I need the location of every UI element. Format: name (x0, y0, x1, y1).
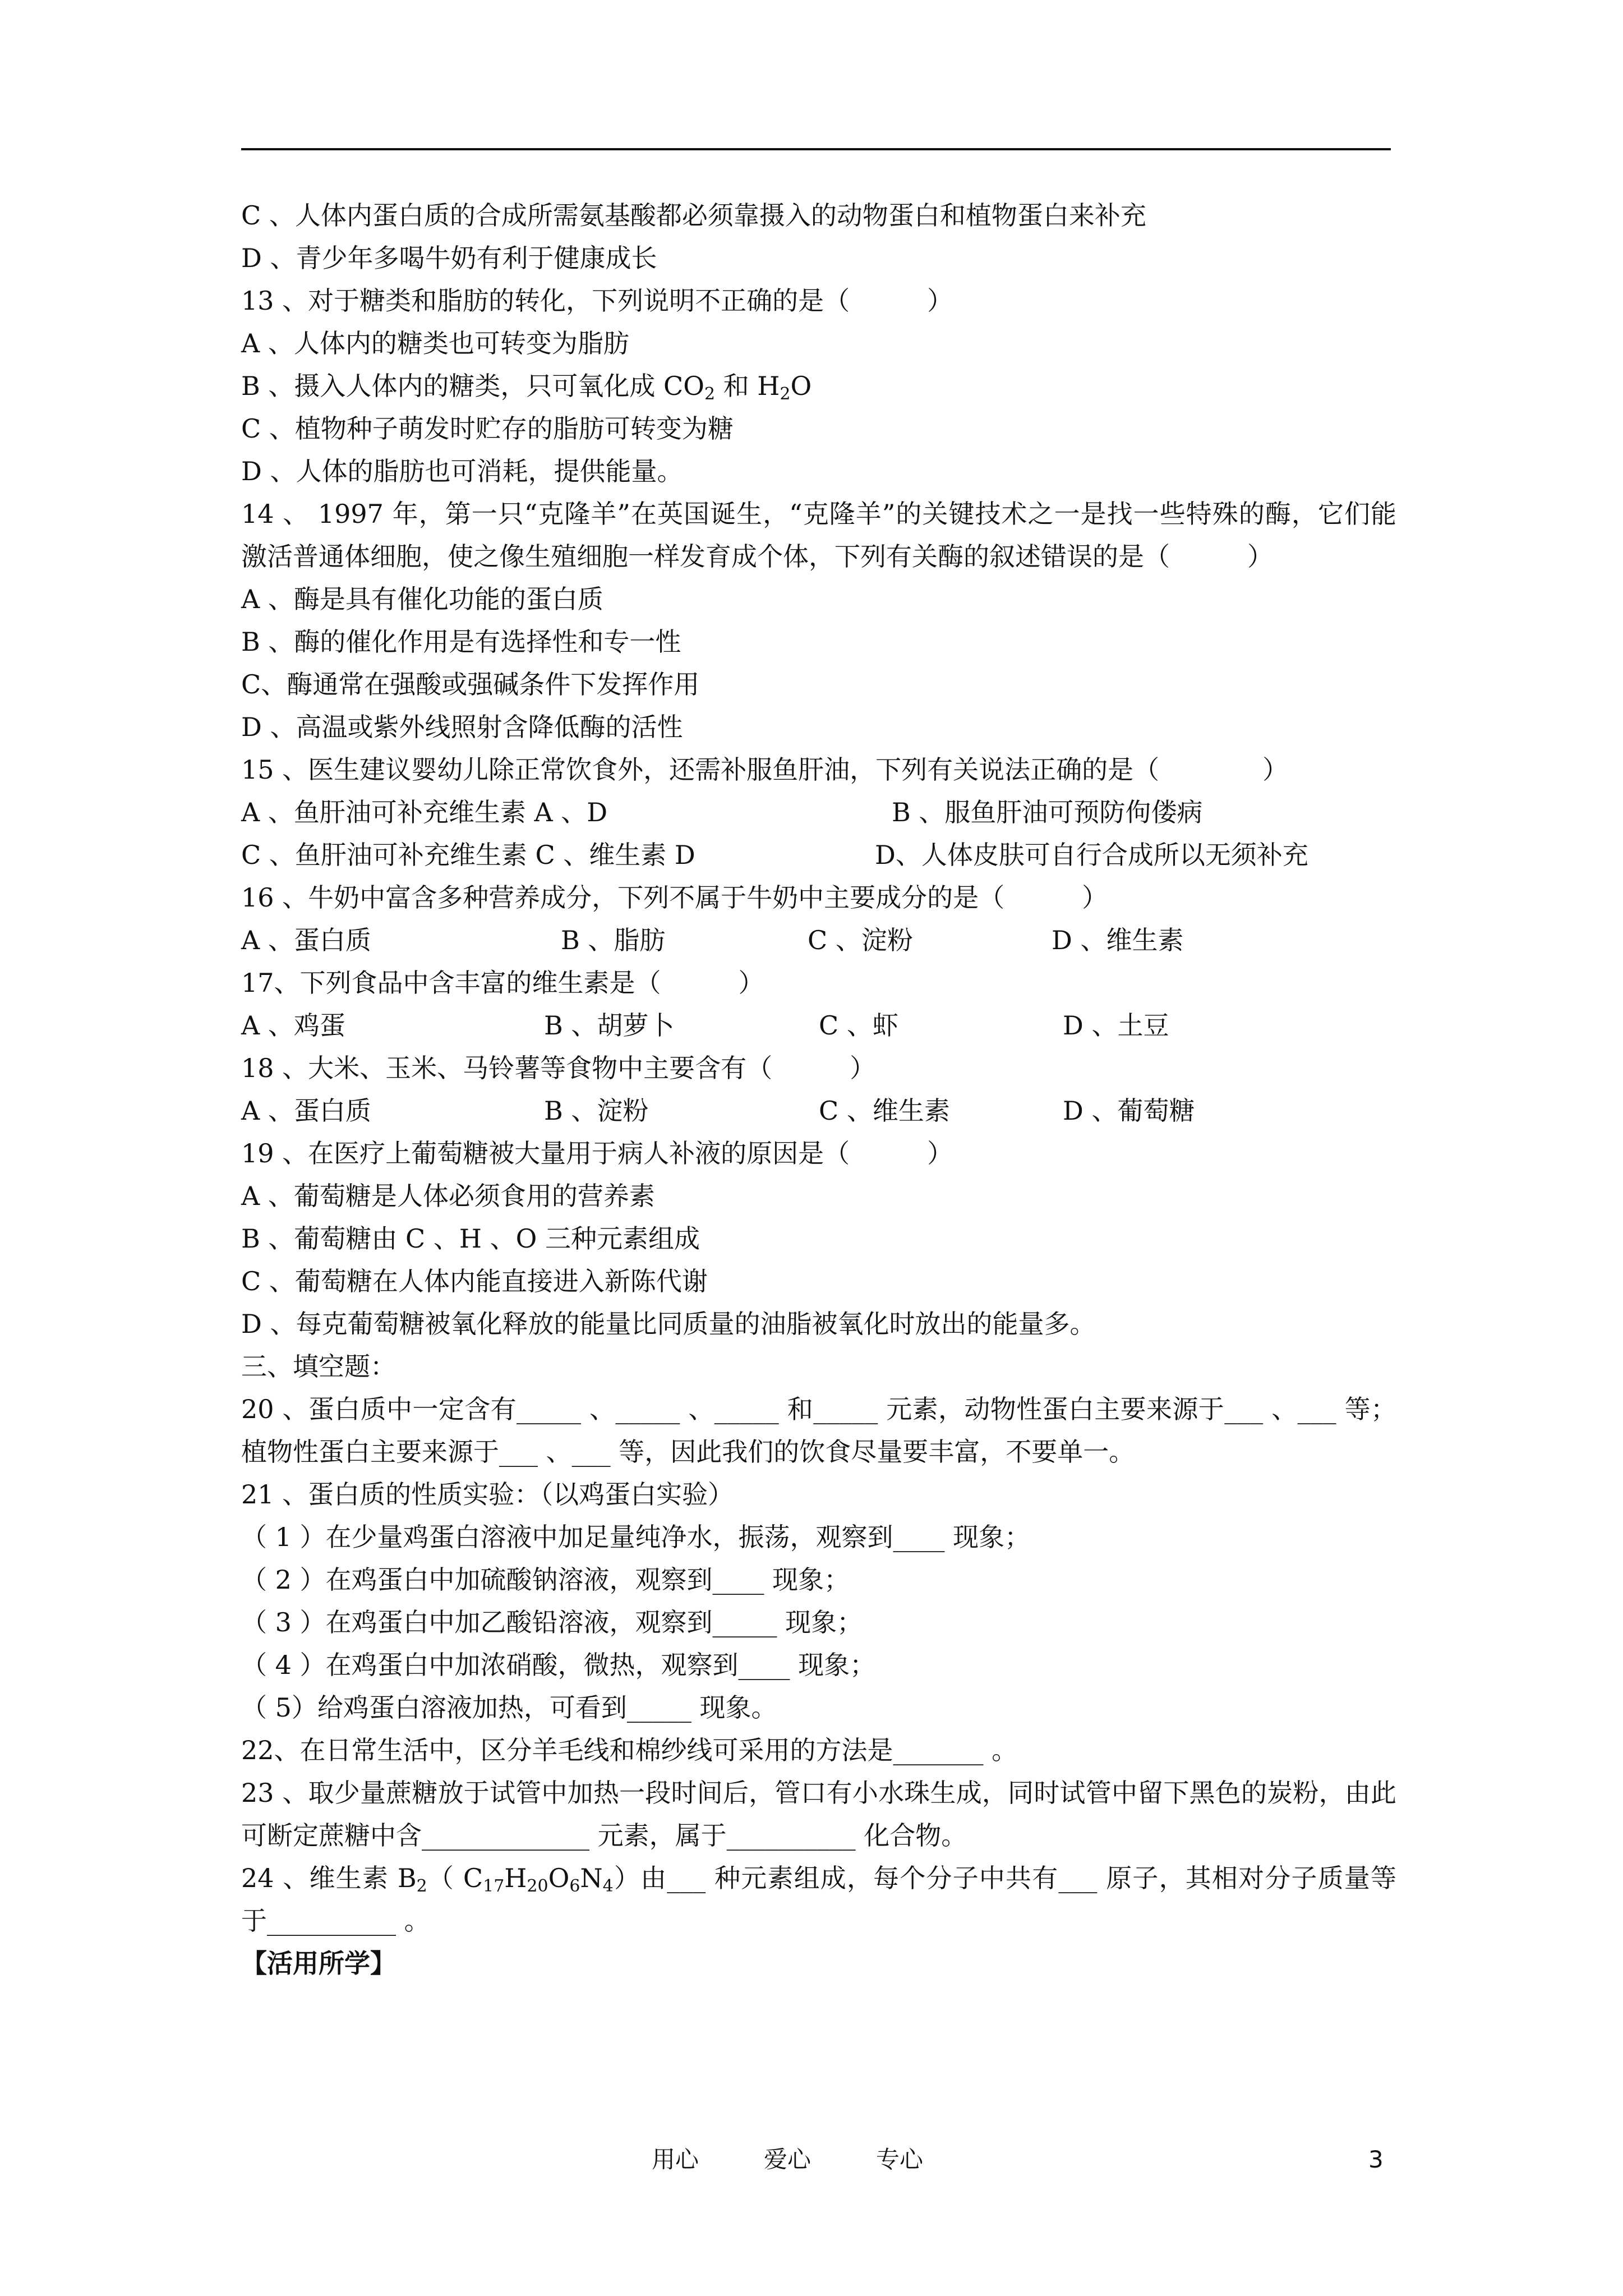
footer-word-2: 爱心 (764, 2146, 811, 2173)
page-number: 3 (1368, 2146, 1384, 2173)
q17-stem: 17、下列食品中含丰富的维生素是（ ） (241, 968, 764, 998)
header-rule (241, 148, 1391, 150)
q19-option-d: D 、每克葡萄糖被氧化释放的能量比同质量的油脂被氧化时放出的能量多。 (241, 1309, 1096, 1339)
q21-item-5: （ 5）给鸡蛋白溶液加热，可看到_____ 现象。 (241, 1692, 777, 1723)
q15-options-row2 (241, 834, 1396, 876)
section-fill-in-heading: 三、填空题： (241, 1351, 396, 1382)
q15-option-a: A 、鱼肝油可补充维生素 A 、D (241, 797, 608, 827)
q21-item-4: （ 4 ）在鸡蛋白中加浓硝酸，微热，观察到____ 现象； (241, 1650, 876, 1680)
q13-option-c: C 、植物种子萌发时贮存的脂肪可转变为糖 (241, 413, 734, 444)
q24-text: 24 、维生素 $B_2$（ $C_{17}H_{20}O_6N_4$）由___ 种元素组成，每个分子中共有___ 原子，其相对分子质量等于__________ 。 (241, 1863, 1396, 1936)
q14-option-d: D 、高温或紫外线照射含降低酶的活性 (241, 712, 683, 742)
q21-item-1: （ 1 ）在少量鸡蛋白溶液中加足量纯净水，振荡，观察到____ 现象； (241, 1522, 1031, 1552)
q22-text: 22、在日常生活中，区分羊毛线和棉纱线可采用的方法是_______ 。 (241, 1735, 1018, 1765)
q19-option-b: B 、葡萄糖由 C 、H 、O 三种元素组成 (241, 1223, 700, 1254)
q13-option-d: D 、人体的脂肪也可消耗，提供能量。 (241, 456, 683, 486)
q16-option-b: B 、脂肪 (561, 925, 666, 955)
section-apply-heading: 【活用所学】 (241, 1948, 396, 1978)
q17-option-b: B 、胡萝卜 (544, 1010, 675, 1041)
q16-option-c: C 、淀粉 (808, 925, 913, 955)
q15-option-d: D、人体皮肤可自行合成所以无须补充 (875, 840, 1308, 870)
q21-stem: 21 、蛋白质的性质实验：（以鸡蛋白实验） (241, 1479, 734, 1510)
q15-stem: 15 、医生建议婴幼儿除正常饮食外，还需补服鱼肝油，下列有关说法正确的是（ ） (241, 754, 1289, 785)
footer-word-3: 专心 (876, 2146, 924, 2173)
footer-word-1: 用心 (652, 2146, 699, 2173)
q17-option-c: C 、虾 (819, 1010, 898, 1041)
q17-option-d: D 、土豆 (1063, 1010, 1169, 1041)
q14-stem: 14 、 1997 年，第一只“克隆羊”在英国诞生，“克隆羊”的关键技术之一是找一些特殊的酶，它们能激活普通体细胞，使之像生殖细胞一样发育成个体，下列有关酶的叙述错误的是（ ） (241, 499, 1396, 572)
q16-option-d: D 、维生素 (1052, 925, 1184, 955)
q23-text: 23 、取少量蔗糖放于试管中加热一段时间后，管口有小水珠生成，同时试管中留下黑色的炭粉，由此可断定蔗糖中含_____________ 元素，属于__________ 化合物。 (241, 1778, 1396, 1851)
q20-text: 20 、蛋白质中一定含有_____ 、_____ 、_____ 和_____ 元素，动物性蛋白主要来源于___ 、___ 等；植物性蛋白主要来源于___ 、___ 等，因此我们的饮食尽量要丰富，不要单一。 (241, 1394, 1396, 1467)
page-content (241, 194, 1396, 1985)
q17-option-a: A 、鸡蛋 (241, 1010, 345, 1041)
q14-option-c: C、酶通常在强酸或强碱条件下发挥作用 (241, 669, 700, 700)
q17-options (241, 1004, 1396, 1047)
q12-option-c: C 、人体内蛋白质的合成所需氨基酸都必须靠摄入的动物蛋白和植物蛋白来补充 (241, 200, 1146, 231)
q14-option-b: B 、酶的催化作用是有选择性和专一性 (241, 627, 681, 657)
q15-option-b: B 、服鱼肝油可预防佝偻病 (892, 797, 1203, 827)
q21-item-3: （ 3 ）在鸡蛋白中加乙酸铅溶液，观察到_____ 现象； (241, 1607, 863, 1637)
q15-options-row1 (241, 791, 1396, 834)
q12-option-d: D 、青少年多喝牛奶有利于健康成长 (241, 243, 657, 273)
q16-options (241, 919, 1396, 961)
q18-option-c: C 、维生素 (819, 1096, 950, 1126)
q18-stem: 18 、大米、玉米、马铃薯等食物中主要含有（ ） (241, 1053, 876, 1083)
q21-item-2: （ 2 ）在鸡蛋白中加硫酸钠溶液，观察到____ 现象； (241, 1565, 850, 1595)
q19-option-c: C 、葡萄糖在人体内能直接进入新陈代谢 (241, 1266, 708, 1296)
q14-option-a: A 、酶是具有催化功能的蛋白质 (241, 584, 603, 614)
q15-option-c: C 、鱼肝油可补充维生素 C 、维生素 D (241, 840, 695, 870)
q18-option-b: B 、淀粉 (544, 1096, 649, 1126)
q18-option-a: A 、蛋白质 (241, 1096, 371, 1126)
q18-options (241, 1089, 1396, 1132)
q18-option-d: D 、葡萄糖 (1063, 1096, 1195, 1126)
q13-stem: 13 、对于糖类和脂肪的转化，下列说明不正确的是（ ） (241, 286, 953, 316)
q16-stem: 16 、牛奶中富含多种营养成分，下列不属于牛奶中主要成分的是（ ） (241, 882, 1108, 913)
q19-stem: 19 、在医疗上葡萄糖被大量用于病人补液的原因是（ ） (241, 1138, 953, 1168)
q13-option-a: A 、人体内的糖类也可转变为脂肪 (241, 328, 629, 358)
q16-option-a: A 、蛋白质 (241, 925, 371, 955)
q19-option-a: A 、葡萄糖是人体必须食用的营养素 (241, 1181, 655, 1211)
q13-option-b: B 、摄入人体内的糖类，只可氧化成 $CO_2$ 和 $H_2O$ (241, 371, 812, 404)
